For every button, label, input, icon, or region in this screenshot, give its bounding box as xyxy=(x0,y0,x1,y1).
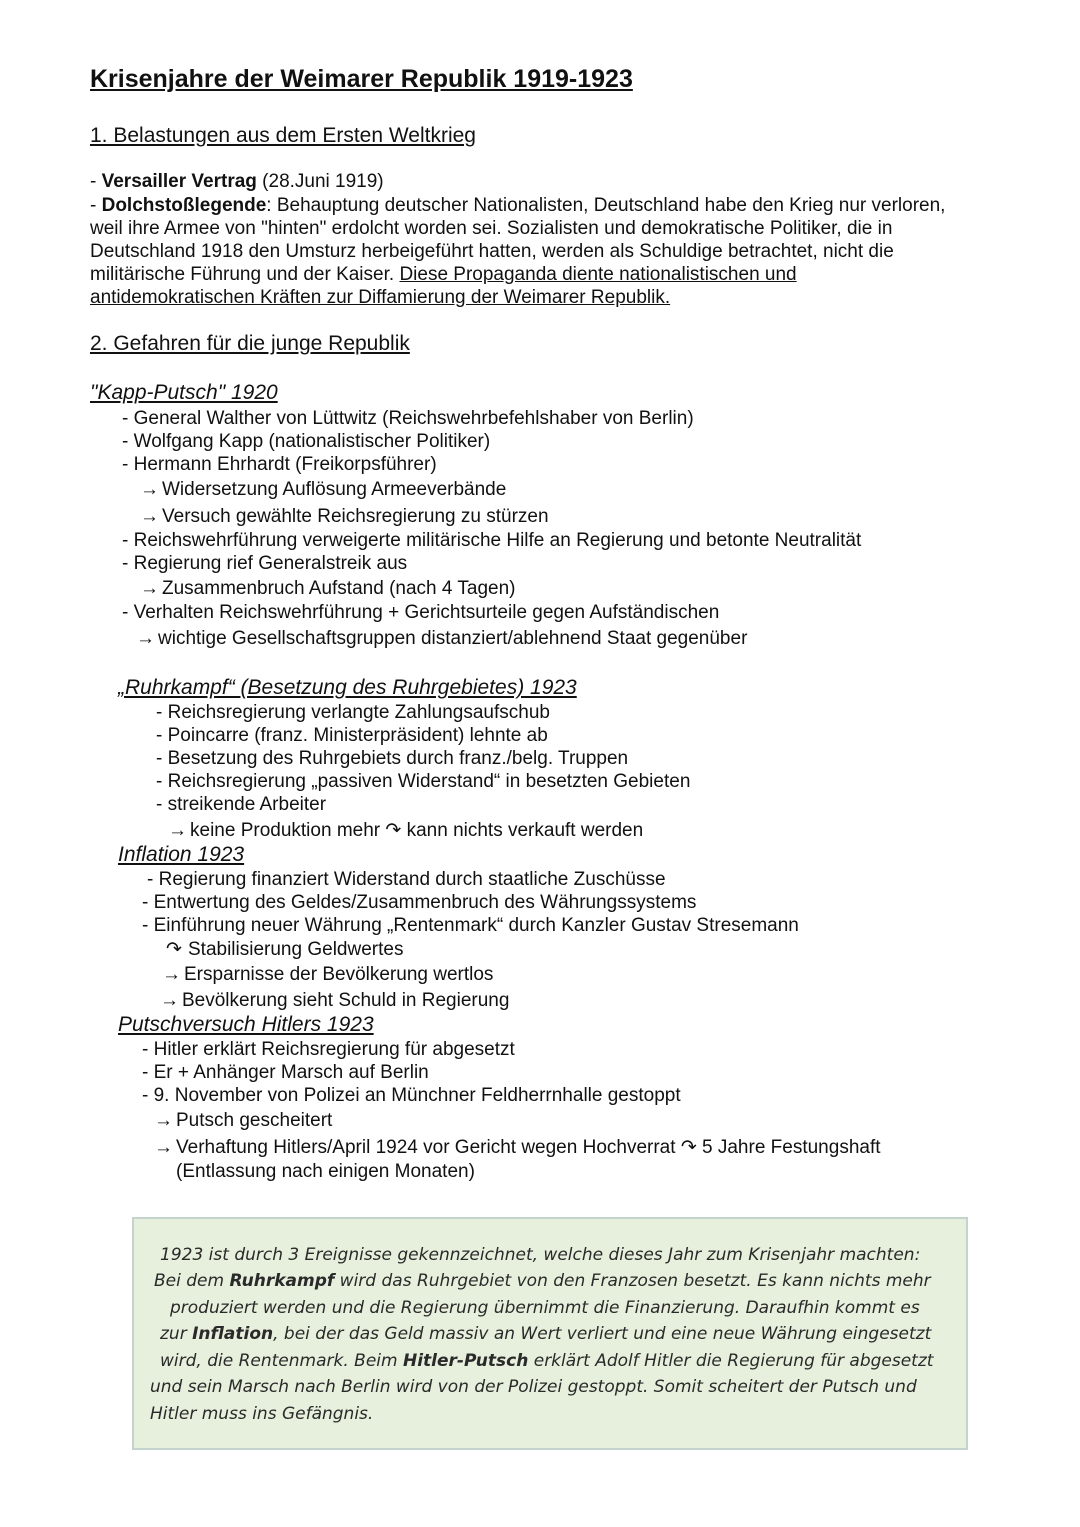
hitler-title: Putschversuch Hitlers 1923 xyxy=(118,1013,374,1036)
versailles-term: Versailler Vertrag xyxy=(101,171,257,192)
arrow-icon: → xyxy=(154,1110,173,1131)
dolch-term: Dolchstoßlegende xyxy=(101,195,267,216)
inflation-arrow-line: ↷ Stabilisierung Geldwertes xyxy=(166,939,404,960)
hitler-line: (Entlassung nach einigen Monaten) xyxy=(176,1161,475,1182)
curved-arrow-icon: ↷ xyxy=(385,820,402,841)
arrow-icon: → xyxy=(140,578,159,599)
kapp-title: "Kapp-Putsch" 1920 xyxy=(90,381,278,404)
dolch-line-1: - Dolchstoßlegende: Behauptung deutscher Nationalisten, Deutschland habe den Krieg nur verloren, xyxy=(90,195,946,216)
summary-line: wird, die Rentenmark. Beim Hitler-Putsch erklärt Adolf Hitler die Regierung für abgesetzt xyxy=(160,1351,934,1371)
kapp-line: - Hermann Ehrhardt (Freikorpsführer) xyxy=(122,454,437,475)
section2-heading: 2. Gefahren für die junge Republik xyxy=(90,332,410,355)
ruhr-arrow-line: → keine Produktion mehr ↷ kann nichts verkauft werden xyxy=(168,820,644,841)
inflation-line: - Regierung finanziert Widerstand durch staatliche Zuschüsse xyxy=(147,869,666,890)
summary-line: 1923 ist durch 3 Ereignisse gekennzeichnet, welche dieses Jahr zum Krisenjahr machten: xyxy=(160,1245,921,1265)
dolch-line-3: Deutschland 1918 den Umsturz herbeigeführt hatten, werden als Schuldige betrachtet, nicht die xyxy=(90,241,894,262)
summary-term-inflation: Inflation xyxy=(192,1324,274,1344)
summary-term-hitler-putsch: Hitler-Putsch xyxy=(402,1351,529,1371)
kapp-line: - Regierung rief Generalstreik aus xyxy=(122,553,408,574)
kapp-arrow-line: → wichtige Gesellschaftsgruppen distanziert/ablehnend Staat gegenüber xyxy=(136,628,748,649)
ruhr-line: - Besetzung des Ruhrgebiets durch franz./belg. Truppen xyxy=(156,748,629,769)
summary-line: produziert werden und die Regierung übernimmt die Finanzierung. Daraufhin kommt es xyxy=(170,1298,920,1318)
arrow-icon: → xyxy=(168,820,187,841)
arrow-icon: → xyxy=(160,990,179,1011)
kapp-arrow-line: → Versuch gewählte Reichsregierung zu stürzen xyxy=(140,506,549,527)
dolch-line-4: militärische Führung und der Kaiser. Diese Propaganda diente nationalistischen und xyxy=(90,264,797,285)
hitler-line: - Hitler erklärt Reichsregierung für abgesetzt xyxy=(142,1039,515,1060)
hitler-arrow-line: → Verhaftung Hitlers/April 1924 vor Gericht wegen Hochverrat ↷ 5 Jahre Festungshaft xyxy=(154,1137,881,1158)
dolch-line-2: weil ihre Armee von "hinten" erdolcht worden sei. Sozialisten und demokratische Politiker, die in xyxy=(90,218,893,239)
kapp-arrow-line: → Zusammenbruch Aufstand (nach 4 Tagen) xyxy=(140,578,516,599)
kapp-arrow-line: → Widersetzung Auflösung Armeeverbände xyxy=(140,479,507,500)
summary-term-ruhrkampf: Ruhrkampf xyxy=(229,1271,335,1291)
ruhr-line: - Poincarre (franz. Ministerpräsident) lehnte ab xyxy=(156,725,548,746)
ruhr-line: - streikende Arbeiter xyxy=(156,794,327,815)
kapp-line: - Verhalten Reichswehrführung + Gerichtsurteile gegen Aufständischen xyxy=(122,602,720,623)
summary-line: und sein Marsch nach Berlin wird von der Polizei gestoppt. Somit scheitert der Putsch und xyxy=(150,1377,917,1397)
ruhr-line: - Reichsregierung verlangte Zahlungsaufschub xyxy=(156,702,550,723)
page-title: Krisenjahre der Weimarer Republik 1919-1923 xyxy=(90,65,633,93)
inflation-line: - Einführung neuer Währung „Rentenmark“ durch Kanzler Gustav Stresemann xyxy=(142,915,799,936)
hitler-line: - Er + Anhänger Marsch auf Berlin xyxy=(142,1062,429,1083)
kapp-line: - Reichswehrführung verweigerte militärische Hilfe an Regierung und betonte Neutralität xyxy=(122,530,862,551)
summary-box xyxy=(132,1217,968,1450)
ruhr-title: „Ruhrkampf“ (Besetzung des Ruhrgebietes) 1923 xyxy=(118,676,577,699)
arrow-icon: → xyxy=(162,964,181,985)
ruhr-line: - Reichsregierung „passiven Widerstand“ in besetzten Gebieten xyxy=(156,771,691,792)
curved-arrow-icon: ↷ xyxy=(680,1137,697,1158)
kapp-line: - Wolfgang Kapp (nationalistischer Politiker) xyxy=(122,431,491,452)
arrow-icon: → xyxy=(140,506,159,527)
dolch-line-5: antidemokratischen Kräften zur Diffamierung der Weimarer Republik. xyxy=(90,287,671,308)
arrow-icon: → xyxy=(140,479,159,500)
hitler-arrow-line: → Putsch gescheitert xyxy=(154,1110,333,1131)
inflation-arrow-line: → Bevölkerung sieht Schuld in Regierung xyxy=(160,990,510,1011)
hitler-line: - 9. November von Polizei an Münchner Feldherrnhalle gestoppt xyxy=(142,1085,681,1106)
inflation-line: - Entwertung des Geldes/Zusammenbruch des Währungssystems xyxy=(142,892,697,913)
arrow-icon: → xyxy=(154,1137,173,1158)
inflation-title: Inflation 1923 xyxy=(118,843,245,866)
section1-heading: 1. Belastungen aus dem Ersten Weltkrieg xyxy=(90,124,476,147)
arrow-icon: → xyxy=(136,628,155,649)
summary-line: zur Inflation, bei der das Geld massiv an Wert verliert und eine neue Währung eingesetzt xyxy=(160,1324,932,1344)
summary-line: Bei dem Ruhrkampf wird das Ruhrgebiet von den Franzosen besetzt. Es kann nichts mehr xyxy=(154,1271,931,1291)
versailles-line: - Versailler Vertrag (28.Juni 1919) xyxy=(90,171,384,192)
inflation-arrow-line: → Ersparnisse der Bevölkerung wertlos xyxy=(162,964,494,985)
curved-arrow-icon: ↷ xyxy=(166,939,182,960)
summary-line: Hitler muss ins Gefängnis. xyxy=(150,1404,374,1424)
kapp-line: - General Walther von Lüttwitz (Reichswehrbefehlshaber von Berlin) xyxy=(122,408,694,429)
